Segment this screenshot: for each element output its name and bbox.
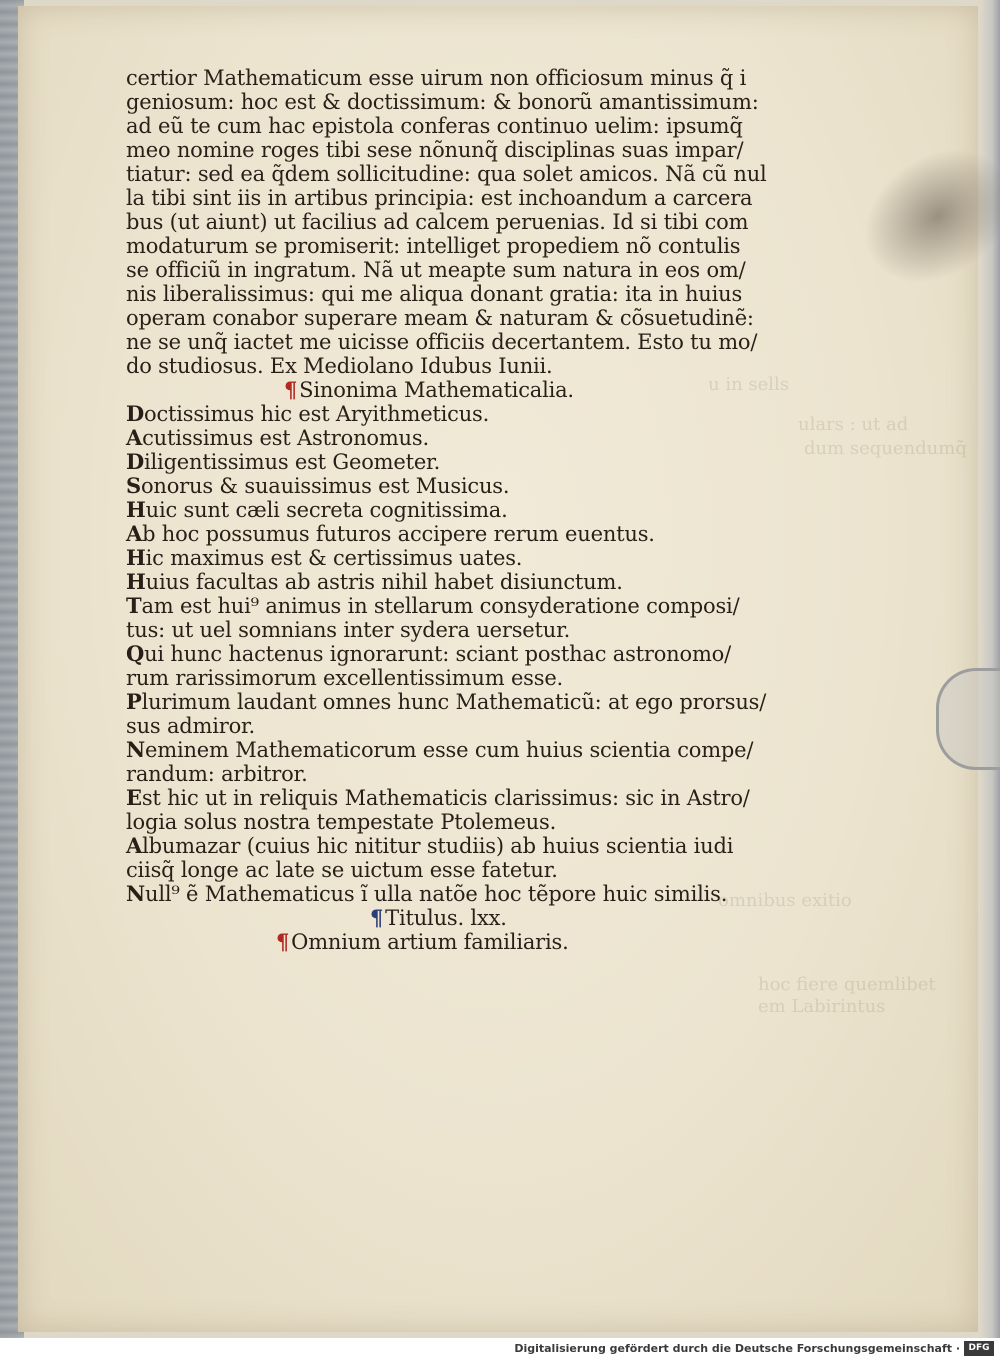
- rubricated-initial: H: [126, 497, 146, 522]
- text-content: am est hui⁹ animus in stellarum consyderatione composi/: [141, 594, 740, 618]
- text-content: se officiũ in ingratum. Nã ut meapte sum natura in eos om/: [126, 258, 746, 282]
- text-content: Sinonima Mathematicalia.: [299, 378, 574, 402]
- text-line: [126, 210, 806, 234]
- text-content: lbumazar (cuius hic nititur studiis) ab huius scientia iudi: [142, 834, 734, 858]
- paragraph-mark: ¶: [370, 905, 384, 930]
- text-line: [126, 834, 806, 858]
- text-line: [126, 690, 806, 714]
- rubricated-initial: S: [126, 473, 141, 498]
- text-content: st hic ut in reliquis Mathematicis clarissimus: sic in Astro/: [141, 786, 750, 810]
- text-content: octissimus hic est Aryithmeticus.: [144, 402, 490, 426]
- text-content: ad eũ te cum hac epistola conferas continuo uelim: ipsumq̃: [126, 114, 743, 138]
- footer-credit: Digitalisierung gefördert durch die Deutsche Forschungsgemeinschaft ·: [514, 1342, 960, 1355]
- text-line: [126, 426, 806, 450]
- text-line: [126, 738, 806, 762]
- text-line: [126, 258, 806, 282]
- text-line: [126, 90, 806, 114]
- text-line: [126, 618, 806, 642]
- rubricated-initial: T: [126, 593, 142, 618]
- text-line: [126, 474, 806, 498]
- rubricated-initial: H: [126, 569, 146, 594]
- text-line: [126, 450, 806, 474]
- rubricated-initial: D: [126, 401, 145, 426]
- bleed-through: ulars : ut ad: [798, 414, 909, 435]
- text-content: geniosum: hoc est & doctissimum: & bonorũ amantissimum:: [126, 90, 759, 114]
- text-line: [126, 282, 806, 306]
- text-content: Titulus. lxx.: [385, 906, 507, 930]
- text-line: [126, 330, 806, 354]
- rubricated-initial: P: [126, 689, 142, 714]
- text-line: [126, 378, 806, 402]
- text-content: lurimum laudant omnes hunc Mathematicũ: at ego prorsus/: [141, 690, 767, 714]
- rubricated-initial: N: [126, 881, 145, 906]
- text-line: [126, 546, 806, 570]
- text-line: [126, 930, 806, 954]
- text-line: [126, 522, 806, 546]
- text-line: [126, 906, 806, 930]
- text-line: [126, 138, 806, 162]
- text-content: iligentissimus est Geometer.: [144, 450, 441, 474]
- text-line: [126, 594, 806, 618]
- text-content: uius facultas ab astris nihil habet disiunctum.: [145, 570, 623, 594]
- text-line: [126, 162, 806, 186]
- rubricated-initial: A: [126, 521, 143, 546]
- text-content: operam conabor superare meam & naturam & cõsuetudinẽ:: [126, 306, 754, 330]
- text-line: [126, 498, 806, 522]
- rubricated-initial: Q: [126, 641, 145, 666]
- text-content: cutissimus est Astronomus.: [142, 426, 429, 450]
- dfg-logo: DFG: [964, 1341, 994, 1356]
- rubricated-initial: A: [126, 425, 143, 450]
- text-content: meo nomine roges tibi sese nõnunq̃ disciplinas suas impar/: [126, 138, 744, 162]
- text-content: certior Mathematicum esse uirum non officiosum minus q̃ i: [126, 66, 747, 90]
- text-content: modaturum se promiserit: intelliget propediem nõ contulis: [126, 234, 741, 258]
- text-content: nis liberalissimus: qui me aliqua donant gratia: ita in huius: [126, 282, 743, 306]
- text-content: la tibi sint iis in artibus principia: est inchoandum a carcera: [126, 186, 753, 210]
- text-content: tus: ut uel somnians inter sydera uersetur.: [126, 618, 571, 642]
- text-content: Omnium artium familiaris.: [291, 930, 569, 954]
- bleed-through: hoc fiere quemlibet: [758, 974, 936, 995]
- text-content: tiatur: sed ea q̃dem sollicitudine: qua solet amicos. Nã cũ nul: [126, 162, 767, 186]
- text-content: do studiosus. Ex Mediolano Idubus Iunii.: [126, 354, 553, 378]
- text-content: uic sunt cæli secreta cognitissima.: [145, 498, 508, 522]
- text-content: b hoc possumus futuros accipere rerum euentus.: [142, 522, 655, 546]
- text-line: [126, 786, 806, 810]
- text-content: sus admiror.: [126, 714, 256, 738]
- text-line: [126, 762, 806, 786]
- text-content: eminem Mathematicorum esse cum huius scientia compe/: [145, 738, 754, 762]
- text-line: [126, 642, 806, 666]
- text-line: [126, 858, 806, 882]
- text-line: [126, 354, 806, 378]
- text-content: ull⁹ ẽ Mathematicus ĩ ulla natõe hoc tẽpore huic similis.: [145, 882, 728, 906]
- rubricated-initial: D: [126, 449, 145, 474]
- bleed-through: em Labirintus: [758, 996, 886, 1017]
- text-content: randum: arbitror.: [126, 762, 308, 786]
- paragraph-mark: ¶: [276, 929, 290, 954]
- footer-banner: [0, 1338, 1000, 1360]
- text-line: [126, 306, 806, 330]
- text-line: [126, 186, 806, 210]
- text-block: [126, 66, 806, 954]
- text-content: ui hunc hactenus ignorarunt: sciant posthac astronomo/: [144, 642, 731, 666]
- stain-mark: [838, 121, 1000, 311]
- text-content: onorus & suauissimus est Musicus.: [140, 474, 510, 498]
- rubricated-initial: N: [126, 737, 145, 762]
- clasp: [936, 668, 1000, 770]
- text-line: [126, 234, 806, 258]
- text-line: [126, 570, 806, 594]
- text-line: [126, 882, 806, 906]
- text-content: ne se unq̃ iactet me uicisse officiis decertantem. Esto tu mo/: [126, 330, 758, 354]
- bleed-through: u in sells: [708, 374, 790, 395]
- text-line: [126, 66, 806, 90]
- bleed-through: omnibus exitio: [718, 890, 852, 911]
- text-content: rum rarissimorum excellentissimum esse.: [126, 666, 564, 690]
- text-content: logia solus nostra tempestate Ptolemeus.: [126, 810, 557, 834]
- text-line: [126, 714, 806, 738]
- bleed-through: dum sequendumq̃: [804, 438, 967, 459]
- rubricated-initial: A: [126, 833, 143, 858]
- text-content: ic maximus est & certissimus uates.: [145, 546, 523, 570]
- rubricated-initial: E: [126, 785, 142, 810]
- rubricated-initial: H: [126, 545, 146, 570]
- text-line: [126, 402, 806, 426]
- text-line: [126, 114, 806, 138]
- text-line: [126, 810, 806, 834]
- paragraph-mark: ¶: [284, 377, 298, 402]
- text-line: [126, 666, 806, 690]
- text-content: bus (ut aiunt) ut facilius ad calcem peruenias. Id si tibi com: [126, 210, 749, 234]
- text-content: ciisq̃ longe ac late se uictum esse fatetur.: [126, 858, 558, 882]
